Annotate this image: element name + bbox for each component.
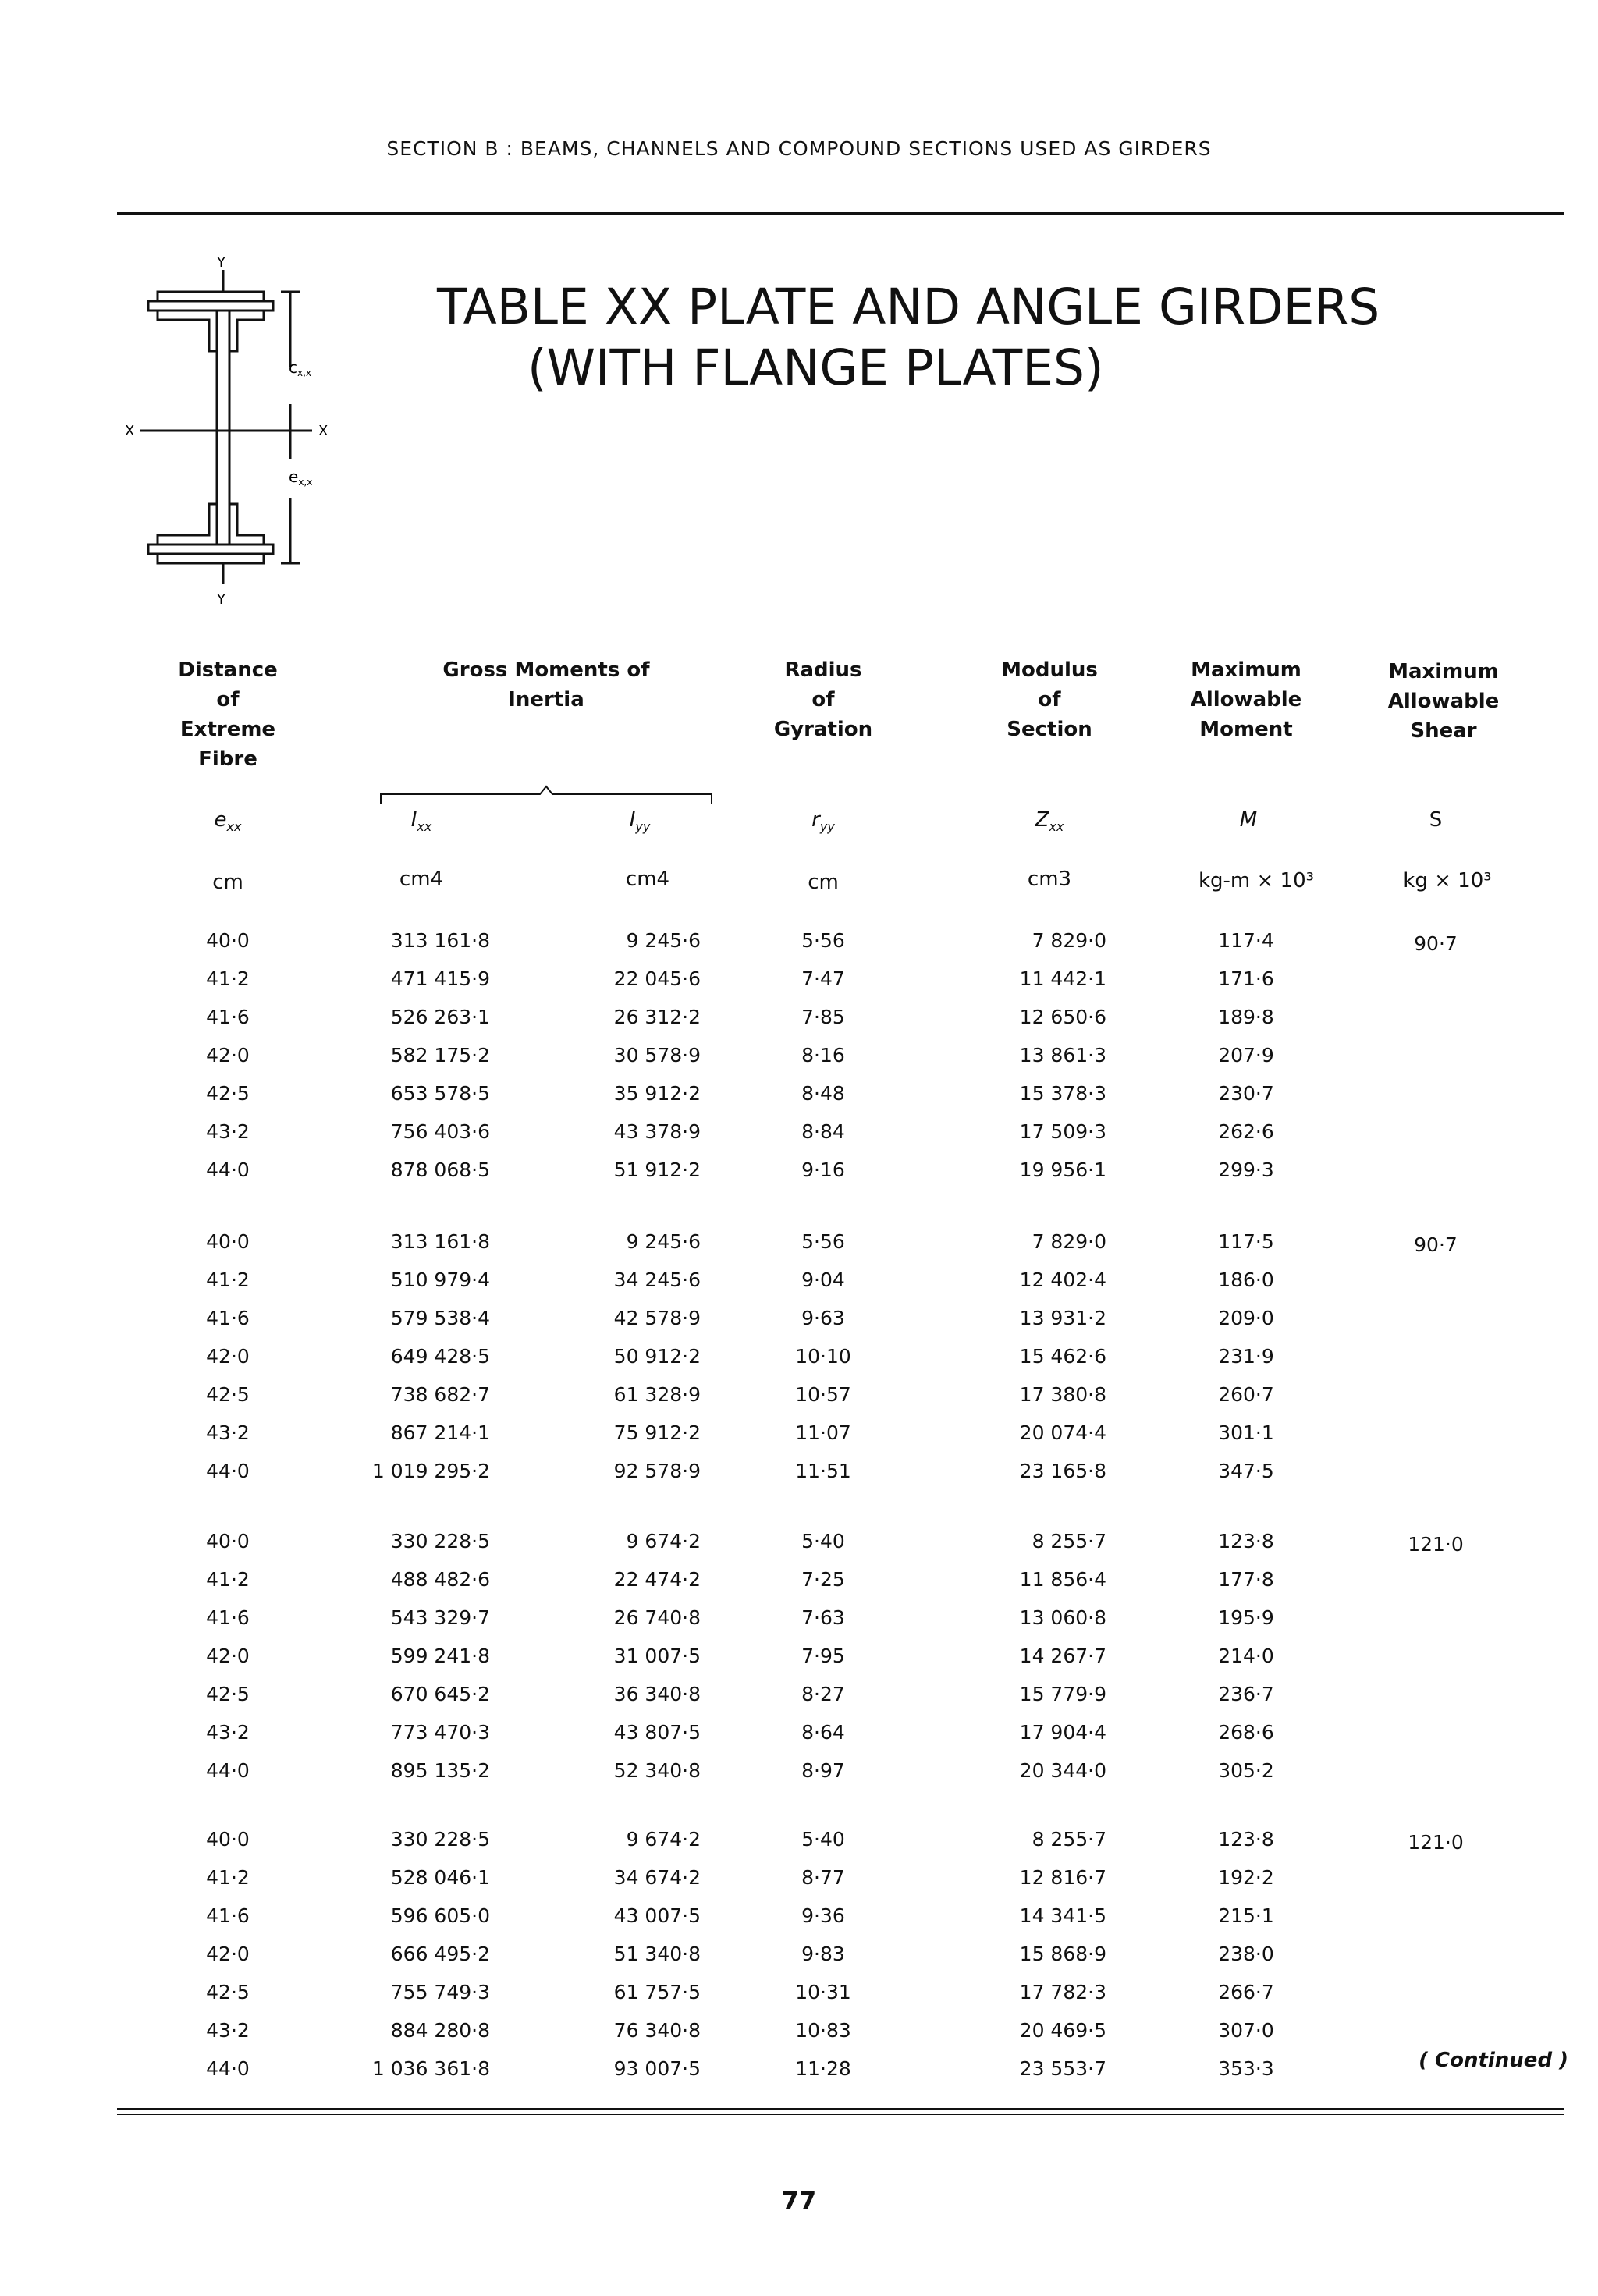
table-cell: 61 757·5: [613, 1981, 701, 2003]
table-cell: 195·9: [1218, 1606, 1274, 1629]
table-cell: 22 045·6: [613, 967, 701, 990]
table-cell: 177·8: [1218, 1568, 1274, 1591]
table-cell: 44·0: [206, 1460, 250, 1482]
unit-iyy: cm4: [625, 868, 670, 891]
table-cell: 36 340·8: [613, 1683, 701, 1705]
table-cell: 40·0: [206, 1530, 250, 1553]
table-cell: 123·8: [1218, 1530, 1274, 1553]
table-cell: 43·2: [206, 1421, 250, 1444]
table-cell: 895 135·2: [390, 1759, 490, 1782]
table-cell: 347·5: [1218, 1460, 1274, 1482]
symbol-sub: xx: [1049, 819, 1064, 835]
symbol-m: M: [1239, 808, 1258, 832]
table-cell: 260·7: [1218, 1383, 1274, 1406]
table-cell: 7 829·0: [1032, 929, 1106, 952]
axis-label-y-top: Y: [217, 254, 225, 271]
header-modulus: [987, 655, 1112, 744]
table-cell: 238·0: [1218, 1943, 1274, 1965]
table-cell: 330 228·5: [390, 1828, 490, 1851]
dim-label-c-main: c: [289, 358, 297, 377]
table-cell: 13 931·2: [1019, 1307, 1106, 1329]
table-cell: 20 469·5: [1019, 2019, 1106, 2042]
continued-note: ( Continued ): [1419, 2049, 1568, 2072]
table-cell: 579 538·4: [390, 1307, 490, 1329]
table-cell: 43·2: [206, 1120, 250, 1143]
table-cell: 44·0: [206, 1759, 250, 1782]
unit-exx: cm: [212, 871, 243, 894]
table-cell: 353·3: [1218, 2057, 1274, 2080]
dim-label-e: [289, 467, 312, 488]
footer-rule-thin: [117, 2114, 1564, 2115]
table-cell: 17 509·3: [1019, 1120, 1106, 1143]
table-cell: 471 415·9: [390, 967, 490, 990]
table-cell: 41·2: [206, 1866, 250, 1889]
table-cell: 9 245·6: [626, 929, 701, 952]
table-cell: 8·97: [801, 1759, 845, 1782]
axis-label-y-bottom: Y: [217, 591, 225, 607]
table-cell: 230·7: [1218, 1082, 1274, 1105]
table-cell: 42·5: [206, 1981, 250, 2003]
table-cell: 670 645·2: [390, 1683, 490, 1705]
table-cell: 22 474·2: [613, 1568, 701, 1591]
symbol-ixx: [375, 808, 468, 834]
header-moments: [406, 655, 687, 715]
table-cell: 207·9: [1218, 1044, 1274, 1066]
table-cell: 7·63: [801, 1606, 845, 1629]
table-cell: 5·40: [801, 1828, 845, 1851]
table-cell: 75 912·2: [613, 1421, 701, 1444]
header-radius-line: of: [811, 688, 835, 712]
table-cell: 7 829·0: [1032, 1230, 1106, 1253]
table-cell: 42·5: [206, 1082, 250, 1105]
table-cell: 313 161·8: [390, 929, 490, 952]
table-cell: 262·6: [1218, 1120, 1274, 1143]
table-cell: 9 245·6: [626, 1230, 701, 1253]
table-cell: 8·48: [801, 1082, 845, 1105]
table-cell: 755 749·3: [390, 1981, 490, 2003]
table-cell: 15 462·6: [1019, 1345, 1106, 1368]
table-cell: 41·2: [206, 1269, 250, 1291]
table-cell: 8 255·7: [1032, 1530, 1106, 1553]
symbol-main: I: [410, 808, 417, 832]
dim-label-c-sub: x,x: [297, 367, 312, 378]
table-cell: 11·51: [795, 1460, 851, 1482]
header-radius-line: Gyration: [773, 718, 873, 741]
table-cell: 9·83: [801, 1943, 845, 1965]
table-cell: 43 007·5: [613, 1904, 701, 1927]
table-cell: 34 245·6: [613, 1269, 701, 1291]
table-cell: 8·84: [801, 1120, 845, 1143]
table-cell: 1 019 295·2: [371, 1460, 490, 1482]
symbol-ryy: [776, 808, 870, 834]
table-cell: 51 340·8: [613, 1943, 701, 1965]
header-distance-line: Distance: [178, 658, 278, 682]
table-cell: 186·0: [1218, 1269, 1274, 1291]
unit-ryy: cm: [808, 871, 839, 894]
page-number: 77: [781, 2186, 817, 2216]
table-cell: 117·4: [1218, 929, 1274, 952]
table-cell: 15 868·9: [1019, 1943, 1106, 1965]
table-cell: 43 807·5: [613, 1721, 701, 1744]
table-cell: 14 341·5: [1019, 1904, 1106, 1927]
girder-section-diagram: [117, 248, 351, 607]
symbol-sub: yy: [635, 819, 651, 835]
symbol-sub: xx: [417, 819, 432, 835]
table-cell: 8 255·7: [1032, 1828, 1106, 1851]
table-cell: 44·0: [206, 2057, 250, 2080]
table-cell: 23 165·8: [1019, 1460, 1106, 1482]
table-cell: 20 344·0: [1019, 1759, 1106, 1782]
table-cell: 23 553·7: [1019, 2057, 1106, 2080]
table-cell: 17 380·8: [1019, 1383, 1106, 1406]
table-cell: 266·7: [1218, 1981, 1274, 2003]
table-cell: 9 674·2: [626, 1530, 701, 1553]
table-cell: 61 328·9: [613, 1383, 701, 1406]
table-cell: 10·31: [795, 1981, 851, 2003]
symbol-s: S: [1429, 808, 1443, 832]
table-cell: 76 340·8: [613, 2019, 701, 2042]
table-cell: 301·1: [1218, 1421, 1274, 1444]
table-cell: 42·0: [206, 1645, 250, 1667]
table-cell: 8·64: [801, 1721, 845, 1744]
shear-value: 121·0: [1408, 1831, 1464, 1854]
table-cell: 52 340·8: [613, 1759, 701, 1782]
table-cell: 9·36: [801, 1904, 845, 1927]
table-cell: 17 904·4: [1019, 1721, 1106, 1744]
table-cell: 19 956·1: [1019, 1159, 1106, 1181]
axis-label-x-right: X: [318, 423, 328, 439]
table-cell: 214·0: [1218, 1645, 1274, 1667]
table-cell: 10·57: [795, 1383, 851, 1406]
table-cell: 299·3: [1218, 1159, 1274, 1181]
header-rule: [117, 212, 1564, 215]
table-cell: 40·0: [206, 1828, 250, 1851]
header-distance-line: of: [216, 688, 240, 712]
unit-m: kg-m × 10³: [1198, 869, 1315, 892]
table-cell: 44·0: [206, 1159, 250, 1181]
header-modulus-line: of: [1038, 688, 1061, 712]
table-cell: 12 402·4: [1019, 1269, 1106, 1291]
table-cell: 20 074·4: [1019, 1421, 1106, 1444]
table-cell: 11 442·1: [1019, 967, 1106, 990]
section-header: SECTION B : BEAMS, CHANNELS AND COMPOUND SECTIONS USED AS GIRDERS: [386, 137, 1212, 160]
table-cell: 123·8: [1218, 1828, 1274, 1851]
table-cell: 51 912·2: [613, 1159, 701, 1181]
table-cell: 26 312·2: [613, 1006, 701, 1028]
table-cell: 209·0: [1218, 1307, 1274, 1329]
table-cell: 41·6: [206, 1606, 250, 1629]
table-cell: 11 856·4: [1019, 1568, 1106, 1591]
table-cell: 582 175·2: [390, 1044, 490, 1066]
table-cell: 10·10: [795, 1345, 851, 1368]
table-cell: 30 578·9: [613, 1044, 701, 1066]
table-cell: 41·6: [206, 1307, 250, 1329]
dim-label-e-main: e: [289, 467, 299, 486]
table-cell: 773 470·3: [390, 1721, 490, 1744]
table-cell: 13 861·3: [1019, 1044, 1106, 1066]
table-cell: 878 068·5: [390, 1159, 490, 1181]
table-cell: 7·47: [801, 967, 845, 990]
table-cell: 43·2: [206, 2019, 250, 2042]
table-cell: 92 578·9: [613, 1460, 701, 1482]
table-cell: 649 428·5: [390, 1345, 490, 1368]
dim-label-c: [289, 358, 311, 378]
table-cell: 40·0: [206, 1230, 250, 1253]
axis-label-x-left: X: [125, 423, 135, 439]
table-cell: 231·9: [1218, 1345, 1274, 1368]
table-cell: 330 228·5: [390, 1530, 490, 1553]
title-line-2: (WITH FLANGE PLATES): [527, 339, 1104, 396]
footer-rule: [117, 2108, 1564, 2110]
symbol-main: e: [214, 808, 227, 832]
header-modulus-line: Section: [1007, 718, 1092, 741]
table-cell: 268·6: [1218, 1721, 1274, 1744]
table-cell: 14 267·7: [1019, 1645, 1106, 1667]
table-cell: 756 403·6: [390, 1120, 490, 1143]
table-cell: 12 816·7: [1019, 1866, 1106, 1889]
header-shear: [1377, 657, 1510, 746]
table-cell: 41·2: [206, 1568, 250, 1591]
table-cell: 117·5: [1218, 1230, 1274, 1253]
header-distance-line: Fibre: [198, 747, 257, 771]
inertia-brace: [379, 785, 713, 805]
header-radius: [761, 655, 886, 744]
table-cell: 1 036 361·8: [371, 2057, 490, 2080]
unit-s: kg × 10³: [1403, 869, 1492, 892]
unit-ixx: cm4: [399, 868, 444, 891]
table-cell: 313 161·8: [390, 1230, 490, 1253]
table-cell: 42·0: [206, 1345, 250, 1368]
table-cell: 42·5: [206, 1383, 250, 1406]
header-moment-line: Allowable: [1190, 688, 1302, 712]
table-cell: 35 912·2: [613, 1082, 701, 1105]
table-cell: 236·7: [1218, 1683, 1274, 1705]
table-cell: 15 779·9: [1019, 1683, 1106, 1705]
table-cell: 17 782·3: [1019, 1981, 1106, 2003]
table-cell: 10·83: [795, 2019, 851, 2042]
table-cell: 653 578·5: [390, 1082, 490, 1105]
shear-value: 121·0: [1408, 1533, 1464, 1556]
table-cell: 526 263·1: [390, 1006, 490, 1028]
table-cell: 43 378·9: [613, 1120, 701, 1143]
symbol-iyy: [593, 808, 687, 834]
table-cell: 215·1: [1218, 1904, 1274, 1927]
table-cell: 9 674·2: [626, 1828, 701, 1851]
table-cell: 15 378·3: [1019, 1082, 1106, 1105]
table-cell: 9·63: [801, 1307, 845, 1329]
table-cell: 543 329·7: [390, 1606, 490, 1629]
symbol-zxx: [1003, 808, 1096, 834]
table-cell: 528 046·1: [390, 1866, 490, 1889]
table-cell: 13 060·8: [1019, 1606, 1106, 1629]
table-cell: 42·5: [206, 1683, 250, 1705]
table-cell: 884 280·8: [390, 2019, 490, 2042]
table-cell: 867 214·1: [390, 1421, 490, 1444]
table-title: [437, 277, 1514, 399]
table-cell: 666 495·2: [390, 1943, 490, 1965]
table-cell: 43·2: [206, 1721, 250, 1744]
header-moments-line: Gross Moments of: [442, 658, 650, 682]
header-moment-line: Moment: [1199, 718, 1293, 741]
table-cell: 488 482·6: [390, 1568, 490, 1591]
table-cell: 41·6: [206, 1006, 250, 1028]
table-cell: 599 241·8: [390, 1645, 490, 1667]
shear-value: 90·7: [1414, 1233, 1458, 1256]
table-cell: 738 682·7: [390, 1383, 490, 1406]
symbol-main: Z: [1035, 808, 1049, 832]
table-cell: 34 674·2: [613, 1866, 701, 1889]
table-cell: 307·0: [1218, 2019, 1274, 2042]
dim-label-e-sub: x,x: [298, 477, 313, 488]
table-cell: 7·25: [801, 1568, 845, 1591]
table-cell: 9·04: [801, 1269, 845, 1291]
shear-value: 90·7: [1414, 932, 1458, 955]
table-cell: 7·95: [801, 1645, 845, 1667]
table-cell: 5·56: [801, 929, 845, 952]
table-cell: 42·0: [206, 1044, 250, 1066]
header-moment-line: Maximum: [1191, 658, 1301, 682]
table-cell: 41·6: [206, 1904, 250, 1927]
header-moments-line: Inertia: [508, 688, 584, 712]
header-distance: [156, 655, 300, 774]
header-modulus-line: Modulus: [1001, 658, 1098, 682]
table-cell: 26 740·8: [613, 1606, 701, 1629]
table-cell: 93 007·5: [613, 2057, 701, 2080]
symbol-sub: yy: [819, 819, 835, 835]
unit-zxx: cm3: [1027, 868, 1072, 891]
symbol-main: I: [629, 808, 636, 832]
header-shear-line: Shear: [1410, 719, 1477, 743]
table-cell: 12 650·6: [1019, 1006, 1106, 1028]
table-cell: 5·40: [801, 1530, 845, 1553]
title-line-1: TABLE XX PLATE AND ANGLE GIRDERS: [437, 279, 1380, 335]
table-cell: 305·2: [1218, 1759, 1274, 1782]
table-cell: 8·27: [801, 1683, 845, 1705]
table-cell: 50 912·2: [613, 1345, 701, 1368]
header-radius-line: Radius: [784, 658, 862, 682]
table-cell: 192·2: [1218, 1866, 1274, 1889]
header-shear-line: Maximum: [1388, 660, 1499, 683]
table-cell: 42·0: [206, 1943, 250, 1965]
table-cell: 510 979·4: [390, 1269, 490, 1291]
header-distance-line: Extreme: [179, 718, 276, 741]
table-cell: 8·77: [801, 1866, 845, 1889]
table-cell: 189·8: [1218, 1006, 1274, 1028]
table-cell: 171·6: [1218, 967, 1274, 990]
header-shear-line: Allowable: [1387, 690, 1500, 713]
table-cell: 42 578·9: [613, 1307, 701, 1329]
table-cell: 9·16: [801, 1159, 845, 1181]
table-cell: 5·56: [801, 1230, 845, 1253]
table-cell: 41·2: [206, 967, 250, 990]
table-cell: 596 605·0: [390, 1904, 490, 1927]
table-cell: 8·16: [801, 1044, 845, 1066]
symbol-main: r: [811, 808, 820, 832]
table-cell: 11·07: [795, 1421, 851, 1444]
header-moment: [1180, 655, 1312, 744]
symbol-exx: [181, 808, 275, 834]
table-cell: 31 007·5: [613, 1645, 701, 1667]
table-cell: 11·28: [795, 2057, 851, 2080]
table-cell: 7·85: [801, 1006, 845, 1028]
symbol-sub: xx: [226, 819, 242, 835]
table-cell: 40·0: [206, 929, 250, 952]
